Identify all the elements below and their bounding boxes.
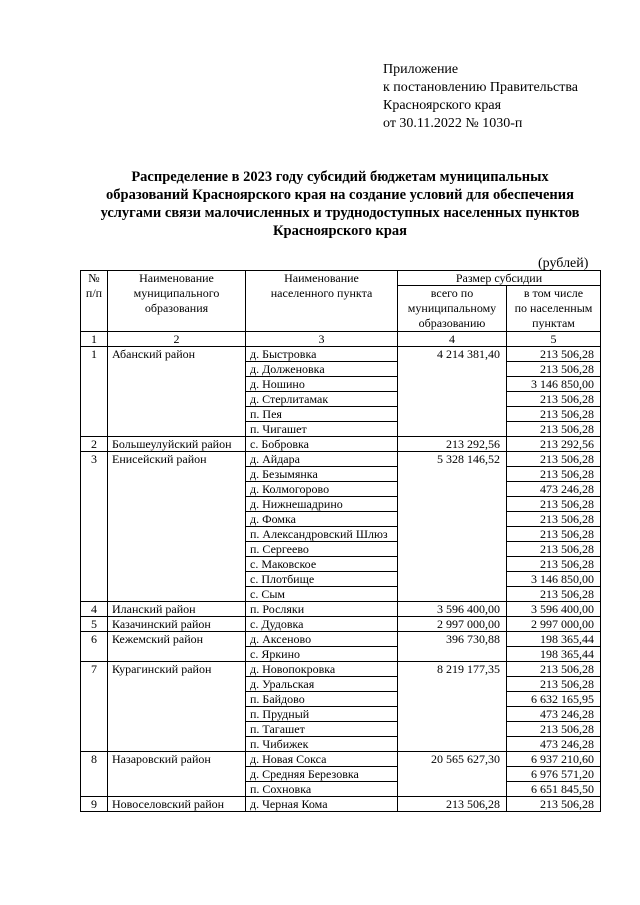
settlement-name: п. Байдово [246, 692, 398, 707]
settlement-name: д. Айдара [246, 452, 398, 467]
settlement-name: д. Безымянка [246, 467, 398, 482]
municipality-name: Иланский район [108, 602, 246, 617]
settlement-name: д. Ношино [246, 377, 398, 392]
table-row [81, 752, 601, 767]
appendix-block [383, 61, 578, 133]
municipality-name: Енисейский район [108, 452, 246, 602]
settlement-name: п. Александровский Шлюз [246, 527, 398, 542]
units-label: (рублей) [538, 256, 589, 271]
table-row [81, 347, 601, 362]
municipality-name: Абанский район [108, 347, 246, 437]
header-settlement: Наименование населенного пункта [246, 271, 398, 332]
settlement-name: д. Фомка [246, 512, 398, 527]
row-number: 4 [81, 602, 108, 617]
settlement-amount: 213 506,28 [507, 722, 601, 737]
settlement-name: д. Новая Сокса [246, 752, 398, 767]
settlement-name: д. Черная Кома [246, 797, 398, 812]
column-number: 4 [398, 332, 507, 347]
settlement-amount: 213 506,28 [507, 392, 601, 407]
settlement-name: д. Новопокровка [246, 662, 398, 677]
settlement-name: п. Чибижек [246, 737, 398, 752]
settlement-amount: 213 506,28 [507, 497, 601, 512]
settlement-name: п. Пея [246, 407, 398, 422]
table-row [81, 632, 601, 647]
settlement-name: с. Сым [246, 587, 398, 602]
title-line: Красноярского края [273, 223, 407, 239]
settlement-amount: 213 506,28 [507, 467, 601, 482]
settlement-amount: 213 506,28 [507, 542, 601, 557]
settlement-amount: 213 506,28 [507, 527, 601, 542]
settlement-amount: 213 506,28 [507, 797, 601, 812]
settlement-name: д. Аксеново [246, 632, 398, 647]
settlement-amount: 6 976 571,20 [507, 767, 601, 782]
municipality-name: Назаровский район [108, 752, 246, 797]
settlement-amount: 213 506,28 [507, 347, 601, 362]
settlement-amount: 213 506,28 [507, 362, 601, 377]
settlement-amount: 6 632 165,95 [507, 692, 601, 707]
settlement-amount: 473 246,28 [507, 482, 601, 497]
table-row [81, 437, 601, 452]
settlement-amount: 213 506,28 [507, 452, 601, 467]
header-per-settlement: в том числе по населенным пунктам [507, 286, 601, 332]
settlement-amount: 3 146 850,00 [507, 377, 601, 392]
settlement-name: д. Стерлитамак [246, 392, 398, 407]
column-number: 3 [246, 332, 398, 347]
settlement-amount: 213 506,28 [507, 662, 601, 677]
settlement-amount: 213 506,28 [507, 407, 601, 422]
settlement-name: д. Долженовка [246, 362, 398, 377]
row-number: 7 [81, 662, 108, 752]
subsidy-table [80, 270, 601, 812]
settlement-name: д. Нижнешадрино [246, 497, 398, 512]
settlement-amount: 473 246,28 [507, 737, 601, 752]
municipality-name: Большеулуйский район [108, 437, 246, 452]
settlement-amount: 2 997 000,00 [507, 617, 601, 632]
settlement-name: с. Бобровка [246, 437, 398, 452]
title-line: образований Красноярского края на создание условий для обеспечения [106, 187, 574, 203]
row-number: 1 [81, 347, 108, 437]
appendix-line: Красноярского края [383, 98, 502, 113]
table-row [81, 602, 601, 617]
municipality-name: Кежемский район [108, 632, 246, 662]
row-number: 9 [81, 797, 108, 812]
settlement-name: д. Колмогорово [246, 482, 398, 497]
settlement-name: п. Чигашет [246, 422, 398, 437]
settlement-name: п. Росляки [246, 602, 398, 617]
municipality-name: Курагинский район [108, 662, 246, 752]
row-number: 3 [81, 452, 108, 602]
table-row [81, 452, 601, 467]
row-number: 8 [81, 752, 108, 797]
municipality-total: 20 565 627,30 [398, 752, 507, 797]
settlement-name: п. Тагашет [246, 722, 398, 737]
municipality-total: 8 219 177,35 [398, 662, 507, 752]
row-number: 6 [81, 632, 108, 662]
municipality-total: 4 214 381,40 [398, 347, 507, 437]
settlement-amount: 473 246,28 [507, 707, 601, 722]
municipality-total: 5 328 146,52 [398, 452, 507, 602]
column-number: 2 [108, 332, 246, 347]
settlement-amount: 3 146 850,00 [507, 572, 601, 587]
settlement-amount: 6 651 845,50 [507, 782, 601, 797]
settlement-amount: 213 506,28 [507, 512, 601, 527]
settlement-amount: 3 596 400,00 [507, 602, 601, 617]
table-row [81, 797, 601, 812]
settlement-name: д. Средняя Березовка [246, 767, 398, 782]
settlement-name: д. Быстровка [246, 347, 398, 362]
settlement-name: с. Плотбище [246, 572, 398, 587]
settlement-amount: 213 506,28 [507, 422, 601, 437]
column-number: 5 [507, 332, 601, 347]
settlement-amount: 6 937 210,60 [507, 752, 601, 767]
settlement-amount: 198 365,44 [507, 647, 601, 662]
header-municipality: Наименование муниципального образования [108, 271, 246, 332]
header-total: всего по муниципальному образованию [398, 286, 507, 332]
settlement-amount: 213 292,56 [507, 437, 601, 452]
municipality-name: Новоселовский район [108, 797, 246, 812]
settlement-name: п. Сергеево [246, 542, 398, 557]
municipality-name: Казачинский район [108, 617, 246, 632]
document-title [40, 168, 640, 240]
municipality-total: 213 506,28 [398, 797, 507, 812]
settlement-name: п. Прудный [246, 707, 398, 722]
table-body [81, 347, 601, 812]
appendix-line: от 30.11.2022 № 1030-п [383, 116, 523, 131]
settlement-amount: 213 506,28 [507, 557, 601, 572]
table-row [81, 662, 601, 677]
settlement-amount: 198 365,44 [507, 632, 601, 647]
row-number: 5 [81, 617, 108, 632]
settlement-amount: 213 506,28 [507, 587, 601, 602]
settlement-name: с. Дудовка [246, 617, 398, 632]
title-line: Распределение в 2023 году субсидий бюджетам муниципальных [131, 169, 549, 185]
settlement-name: с. Маковское [246, 557, 398, 572]
table-row [81, 617, 601, 632]
settlement-name: п. Сохновка [246, 782, 398, 797]
table-header [81, 271, 601, 347]
municipality-total: 3 596 400,00 [398, 602, 507, 617]
settlement-name: д. Уральская [246, 677, 398, 692]
municipality-total: 2 997 000,00 [398, 617, 507, 632]
municipality-total: 396 730,88 [398, 632, 507, 662]
column-number: 1 [81, 332, 108, 347]
appendix-line: к постановлению Правительства [383, 80, 579, 95]
header-number: № п/п [81, 271, 108, 332]
row-number: 2 [81, 437, 108, 452]
settlement-amount: 213 506,28 [507, 677, 601, 692]
municipality-total: 213 292,56 [398, 437, 507, 452]
column-numbers-row [81, 332, 601, 347]
appendix-line: Приложение [383, 62, 459, 77]
header-subsidy: Размер субсидии [398, 271, 601, 286]
settlement-name: с. Яркино [246, 647, 398, 662]
title-line: услугами связи малочисленных и труднодоступных населенных пунктов [100, 205, 580, 221]
